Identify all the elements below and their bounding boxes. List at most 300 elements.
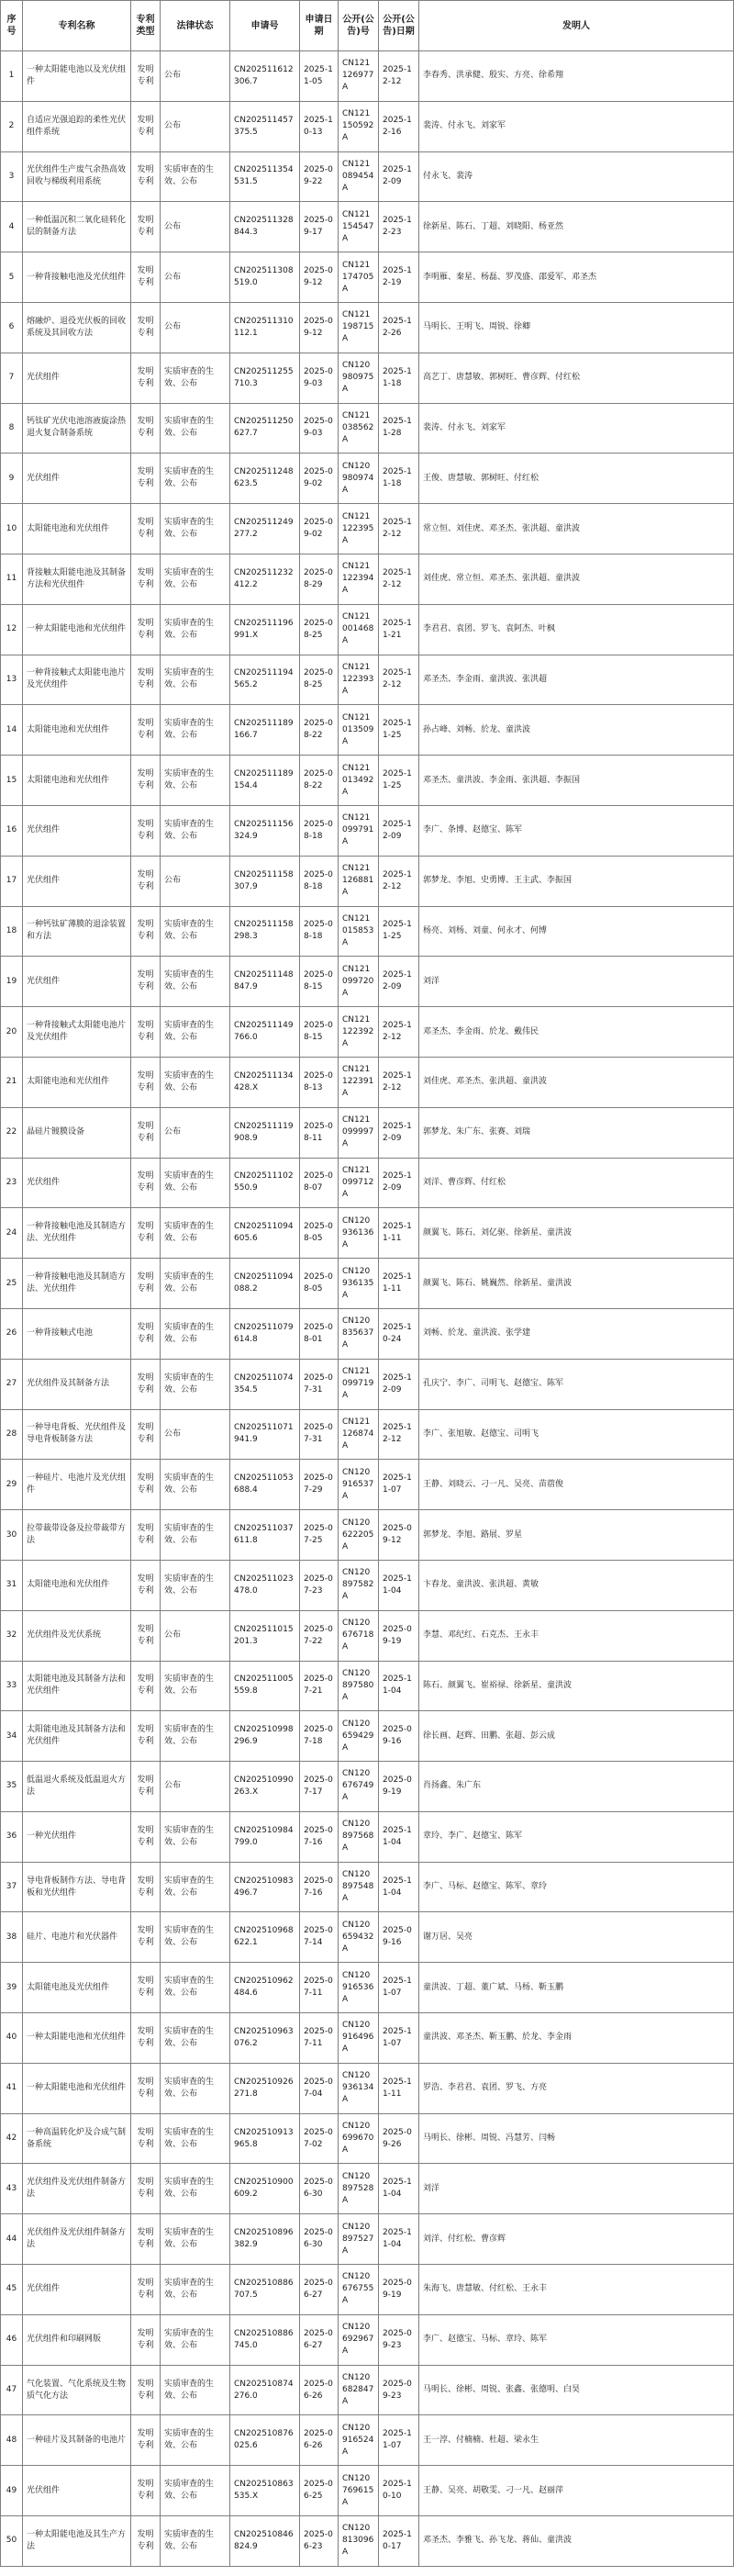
cell-publication-number: CN120936135A [339, 1259, 379, 1309]
cell-patent-type: 发明专利 [131, 906, 161, 957]
cell-legal-status: 实质审查的生效、公布 [161, 1359, 230, 1409]
cell-application-date: 2025-06-23 [300, 2516, 339, 2567]
cell-inventors: 李广、赵德宝、马标、章玲、陈军 [419, 2314, 734, 2365]
cell-publication-number: CN120980975A [339, 353, 379, 403]
cell-patent-type: 发明专利 [131, 353, 161, 403]
cell-application-number: CN202511457375.5 [230, 101, 300, 151]
cell-publication-number: CN121099997A [339, 1107, 379, 1158]
cell-inventors: 李广、马标、赵德宝、陈军、章玲 [419, 1862, 734, 1912]
cell-inventors: 付永飞、裴涛 [419, 151, 734, 202]
cell-legal-status: 实质审查的生效、公布 [161, 1661, 230, 1711]
cell-patent-type: 发明专利 [131, 2214, 161, 2265]
cell-seq: 38 [1, 1912, 23, 1963]
cell-legal-status: 实质审查的生效、公布 [161, 1560, 230, 1610]
cell-application-number: CN202511250627.7 [230, 403, 300, 454]
cell-legal-status: 实质审查的生效、公布 [161, 957, 230, 1007]
cell-application-number: CN202511194565.2 [230, 655, 300, 705]
cell-patent-type: 发明专利 [131, 2063, 161, 2113]
cell-application-date: 2025-07-21 [300, 1661, 339, 1711]
table-row [1, 2113, 734, 2164]
cell-application-number: CN202511255710.3 [230, 353, 300, 403]
cell-patent-type: 发明专利 [131, 1057, 161, 1107]
cell-legal-status: 公布 [161, 856, 230, 906]
table-row [1, 1560, 734, 1610]
cell-application-number: CN202511354531.5 [230, 151, 300, 202]
table-row [1, 856, 734, 906]
cell-inventors: 颜翼飞、陈石、姚巍然、徐新星、童洪波 [419, 1259, 734, 1309]
cell-inventors: 颜翼飞、陈石、刘亿驱、徐新星、童洪波 [419, 1208, 734, 1259]
cell-legal-status: 实质审查的生效、公布 [161, 805, 230, 856]
cell-seq: 43 [1, 2164, 23, 2214]
cell-publication-number: CN121198715A [339, 302, 379, 353]
cell-publication-date: 2025-11-07 [379, 2415, 419, 2466]
cell-patent-name: 一种背接触式太阳能电池片及光伏组件 [23, 1007, 131, 1058]
cell-legal-status: 公布 [161, 252, 230, 303]
cell-publication-date: 2025-11-25 [379, 705, 419, 756]
cell-application-number: CN202510896382.9 [230, 2214, 300, 2265]
cell-application-number: CN202510962484.6 [230, 1963, 300, 2013]
table-row [1, 805, 734, 856]
cell-patent-type: 发明专利 [131, 957, 161, 1007]
table-row [1, 1762, 734, 1812]
cell-application-date: 2025-08-18 [300, 906, 339, 957]
cell-inventors: 刘洋 [419, 957, 734, 1007]
cell-publication-date: 2025-09-19 [379, 1762, 419, 1812]
cell-seq: 14 [1, 705, 23, 756]
cell-seq: 46 [1, 2314, 23, 2365]
cell-legal-status: 实质审查的生效、公布 [161, 504, 230, 554]
cell-publication-number: CN121122394A [339, 554, 379, 604]
cell-application-number: CN202511079614.8 [230, 1308, 300, 1359]
cell-patent-type: 发明专利 [131, 805, 161, 856]
cell-patent-type: 发明专利 [131, 1912, 161, 1963]
cell-application-number: CN202511094605.6 [230, 1208, 300, 1259]
cell-application-date: 2025-07-31 [300, 1359, 339, 1409]
cell-seq: 37 [1, 1862, 23, 1912]
cell-inventors: 卞春龙、童洪波、张洪超、黄敏 [419, 1560, 734, 1610]
cell-patent-name: 光伏组件及光伏系统 [23, 1610, 131, 1661]
cell-inventors: 刘洋、曹彦辉、付红松 [419, 1158, 734, 1208]
cell-application-number: CN202511094088.2 [230, 1259, 300, 1309]
cell-application-date: 2025-08-29 [300, 554, 339, 604]
cell-patent-name: 光伏组件 [23, 454, 131, 504]
cell-patent-name: 一种太阳能电池以及光伏组件 [23, 51, 131, 102]
cell-patent-name: 太阳能电池及光伏组件 [23, 1963, 131, 2013]
cell-patent-name: 光伏组件 [23, 856, 131, 906]
cell-inventors: 孔庆宁、李广、司明飞、赵德宝、陈军 [419, 1359, 734, 1409]
cell-application-number: CN202511612306.7 [230, 51, 300, 102]
cell-seq: 24 [1, 1208, 23, 1259]
cell-publication-date: 2025-12-09 [379, 1107, 419, 1158]
cell-publication-date: 2025-11-25 [379, 756, 419, 806]
cell-patent-name: 一种太阳能电池和光伏组件 [23, 604, 131, 655]
cell-seq: 7 [1, 353, 23, 403]
cell-legal-status: 实质审查的生效、公布 [161, 2466, 230, 2516]
header-inventors: 发明人 [419, 1, 734, 51]
table-row [1, 1107, 734, 1158]
cell-publication-number: CN120897527A [339, 2214, 379, 2265]
table-row [1, 655, 734, 705]
cell-application-date: 2025-06-30 [300, 2164, 339, 2214]
cell-inventors: 王静、吴亮、胡敬雯、刁一凡、赵丽萍 [419, 2466, 734, 2516]
cell-publication-date: 2025-12-12 [379, 1057, 419, 1107]
cell-seq: 20 [1, 1007, 23, 1058]
cell-seq: 39 [1, 1963, 23, 2013]
cell-application-date: 2025-08-01 [300, 1308, 339, 1359]
cell-publication-number: CN120936136A [339, 1208, 379, 1259]
cell-patent-name: 气化装置、气化系统及生物质气化方法 [23, 2365, 131, 2415]
cell-legal-status: 实质审查的生效、公布 [161, 2314, 230, 2365]
cell-publication-date: 2025-12-12 [379, 856, 419, 906]
cell-seq: 49 [1, 2466, 23, 2516]
cell-publication-date: 2025-11-04 [379, 1862, 419, 1912]
cell-inventors: 高艺丁、唐慧敏、郭树旺、曹彦辉、付红松 [419, 353, 734, 403]
cell-patent-type: 发明专利 [131, 403, 161, 454]
header-pub-date: 公开(公告)日期 [379, 1, 419, 51]
cell-legal-status: 公布 [161, 51, 230, 102]
cell-seq: 2 [1, 101, 23, 151]
cell-application-date: 2025-07-11 [300, 1963, 339, 2013]
cell-patent-name: 一种高温转化炉及合成气制备系统 [23, 2113, 131, 2164]
table-row [1, 604, 734, 655]
cell-publication-number: CN120676749A [339, 1762, 379, 1812]
cell-publication-number: CN120659432A [339, 1912, 379, 1963]
cell-patent-name: 一种光伏组件 [23, 1811, 131, 1862]
cell-inventors: 马明长、徐彬、周锐、冯慧芳、闫畅 [419, 2113, 734, 2164]
table-row [1, 2013, 734, 2064]
table-row [1, 2265, 734, 2315]
cell-inventors: 刘洋、付红松、曹彦辉 [419, 2214, 734, 2265]
cell-publication-number: CN120916537A [339, 1460, 379, 1510]
cell-legal-status: 实质审查的生效、公布 [161, 1811, 230, 1862]
cell-legal-status: 公布 [161, 1409, 230, 1460]
cell-application-date: 2025-08-25 [300, 655, 339, 705]
cell-patent-name: 一种太阳能电池和光伏组件 [23, 2063, 131, 2113]
cell-inventors: 孙占峰、刘畅、於龙、童洪波 [419, 705, 734, 756]
cell-inventors: 郭梦龙、朱广东、张赛、刘瑞 [419, 1107, 734, 1158]
cell-application-date: 2025-09-17 [300, 202, 339, 252]
cell-publication-number: CN120835637A [339, 1308, 379, 1359]
cell-inventors: 肖扬鑫、朱广东 [419, 1762, 734, 1812]
cell-patent-name: 一种背接触电池及其制造方法、光伏组件 [23, 1259, 131, 1309]
cell-patent-type: 发明专利 [131, 1661, 161, 1711]
cell-seq: 19 [1, 957, 23, 1007]
cell-patent-name: 自适应光强追踪的柔性光伏组件系统 [23, 101, 131, 151]
cell-seq: 33 [1, 1661, 23, 1711]
cell-inventors: 童洪波、邓圣杰、靳玉鹏、於龙、李金雨 [419, 2013, 734, 2064]
cell-legal-status: 实质审查的生效、公布 [161, 2365, 230, 2415]
cell-seq: 21 [1, 1057, 23, 1107]
cell-patent-name: 一种背接触电池及光伏组件 [23, 252, 131, 303]
cell-publication-date: 2025-12-09 [379, 805, 419, 856]
cell-seq: 25 [1, 1259, 23, 1309]
cell-application-number: CN202511134428.X [230, 1057, 300, 1107]
cell-patent-name: 光伏组件及其制备方法 [23, 1359, 131, 1409]
header-name: 专利名称 [23, 1, 131, 51]
cell-publication-number: CN120916524A [339, 2415, 379, 2466]
table-row [1, 1308, 734, 1359]
cell-application-date: 2025-08-15 [300, 1007, 339, 1058]
cell-application-number: CN202511119908.9 [230, 1107, 300, 1158]
cell-legal-status: 实质审查的生效、公布 [161, 2265, 230, 2315]
table-row [1, 1510, 734, 1561]
cell-legal-status: 实质审查的生效、公布 [161, 2516, 230, 2567]
cell-publication-date: 2025-11-07 [379, 2013, 419, 2064]
table-row [1, 1811, 734, 1862]
cell-application-date: 2025-07-02 [300, 2113, 339, 2164]
cell-publication-number: CN121126977A [339, 51, 379, 102]
cell-inventors: 刘佳虎、邓圣杰、张洪超、童洪波 [419, 1057, 734, 1107]
cell-publication-number: CN120897548A [339, 1862, 379, 1912]
cell-application-date: 2025-07-16 [300, 1811, 339, 1862]
cell-application-date: 2025-11-05 [300, 51, 339, 102]
cell-publication-number: CN121150592A [339, 101, 379, 151]
cell-publication-date: 2025-11-04 [379, 2164, 419, 2214]
cell-publication-date: 2025-11-18 [379, 454, 419, 504]
cell-seq: 35 [1, 1762, 23, 1812]
header-row [1, 1, 734, 51]
cell-application-date: 2025-09-22 [300, 151, 339, 202]
cell-publication-date: 2025-11-11 [379, 2063, 419, 2113]
cell-publication-date: 2025-12-12 [379, 554, 419, 604]
cell-publication-number: CN120813096A [339, 2516, 379, 2567]
cell-application-date: 2025-07-23 [300, 1560, 339, 1610]
cell-patent-type: 发明专利 [131, 1711, 161, 1762]
cell-application-date: 2025-09-02 [300, 504, 339, 554]
table-row [1, 1862, 734, 1912]
cell-patent-type: 发明专利 [131, 1963, 161, 2013]
table-row [1, 1359, 734, 1409]
cell-legal-status: 实质审查的生效、公布 [161, 604, 230, 655]
cell-legal-status: 实质审查的生效、公布 [161, 1460, 230, 1510]
cell-publication-number: CN121154547A [339, 202, 379, 252]
cell-publication-date: 2025-10-24 [379, 1308, 419, 1359]
cell-publication-date: 2025-12-09 [379, 957, 419, 1007]
cell-inventors: 裴涛、付永飞、刘家军 [419, 403, 734, 454]
cell-legal-status: 实质审查的生效、公布 [161, 1259, 230, 1309]
cell-seq: 42 [1, 2113, 23, 2164]
header-status: 法律状态 [161, 1, 230, 51]
cell-application-date: 2025-09-02 [300, 454, 339, 504]
cell-legal-status: 实质审查的生效、公布 [161, 655, 230, 705]
cell-inventors: 王一淳、付楠楠、杜超、梁永生 [419, 2415, 734, 2466]
cell-patent-type: 发明专利 [131, 1158, 161, 1208]
cell-patent-type: 发明专利 [131, 2415, 161, 2466]
cell-publication-number: CN120682847A [339, 2365, 379, 2415]
cell-inventors: 常立恒、刘佳虎、邓圣杰、张洪超、童洪波 [419, 504, 734, 554]
table-row [1, 1409, 734, 1460]
cell-inventors: 马明长、王明飞、周锐、徐卿 [419, 302, 734, 353]
cell-publication-date: 2025-12-19 [379, 252, 419, 303]
cell-application-number: CN202511189166.7 [230, 705, 300, 756]
cell-inventors: 李广、条博、赵德宝、陈军 [419, 805, 734, 856]
cell-inventors: 陈石、颜翼飞、崔裕禄、徐新星、童洪波 [419, 1661, 734, 1711]
cell-patent-type: 发明专利 [131, 2365, 161, 2415]
cell-patent-type: 发明专利 [131, 454, 161, 504]
cell-patent-name: 光伏组件 [23, 805, 131, 856]
cell-seq: 31 [1, 1560, 23, 1610]
cell-application-date: 2025-09-12 [300, 302, 339, 353]
cell-publication-date: 2025-12-09 [379, 1158, 419, 1208]
cell-application-date: 2025-08-22 [300, 705, 339, 756]
cell-patent-name: 太阳能电池和光伏组件 [23, 705, 131, 756]
cell-inventors: 李慧、邓纪红、石克杰、王永丰 [419, 1610, 734, 1661]
cell-patent-type: 发明专利 [131, 2516, 161, 2567]
cell-patent-name: 一种背接触电池及其制造方法、光伏组件 [23, 1208, 131, 1259]
cell-patent-name: 一种导电背板、光伏组件及导电背板制备方法 [23, 1409, 131, 1460]
cell-inventors: 刘畅、於龙、童洪波、张学建 [419, 1308, 734, 1359]
cell-patent-name: 一种背接触式太阳能电池片及光伏组件 [23, 655, 131, 705]
cell-patent-type: 发明专利 [131, 856, 161, 906]
cell-patent-name: 一种背接触式电池 [23, 1308, 131, 1359]
cell-patent-name: 背接触太阳能电池及其制备方法和光伏组件 [23, 554, 131, 604]
table-row [1, 101, 734, 151]
cell-patent-type: 发明专利 [131, 1460, 161, 1510]
cell-application-date: 2025-08-25 [300, 604, 339, 655]
cell-patent-name: 太阳能电池及其制备方法和光伏组件 [23, 1661, 131, 1711]
table-row [1, 252, 734, 303]
cell-seq: 41 [1, 2063, 23, 2113]
cell-application-date: 2025-09-03 [300, 403, 339, 454]
cell-publication-number: CN120916536A [339, 1963, 379, 2013]
cell-application-number: CN202510863535.X [230, 2466, 300, 2516]
header-type: 专利类型 [131, 1, 161, 51]
cell-legal-status: 实质审查的生效、公布 [161, 2415, 230, 2466]
cell-patent-name: 光伏组件 [23, 1158, 131, 1208]
cell-application-date: 2025-06-26 [300, 2365, 339, 2415]
cell-patent-type: 发明专利 [131, 1510, 161, 1561]
cell-patent-name: 光伏组件和印刷网版 [23, 2314, 131, 2365]
cell-inventors: 李君君、袁团、罗飞、袁阿杰、叶枫 [419, 604, 734, 655]
table-row [1, 353, 734, 403]
cell-patent-name: 拉带裁带设备及拉带裁带方法 [23, 1510, 131, 1561]
cell-publication-number: CN121122395A [339, 504, 379, 554]
cell-seq: 12 [1, 604, 23, 655]
cell-patent-type: 发明专利 [131, 554, 161, 604]
header-app-no: 申请号 [230, 1, 300, 51]
cell-application-number: CN202510876025.6 [230, 2415, 300, 2466]
cell-patent-name: 一种太阳能电池及其生产方法 [23, 2516, 131, 2567]
table-row [1, 1007, 734, 1058]
cell-legal-status: 实质审查的生效、公布 [161, 1007, 230, 1058]
cell-application-number: CN202510983496.7 [230, 1862, 300, 1912]
cell-publication-date: 2025-09-12 [379, 1510, 419, 1561]
cell-publication-number: CN121001468A [339, 604, 379, 655]
cell-inventors: 裴涛、付永飞、刘家军 [419, 101, 734, 151]
cell-legal-status: 公布 [161, 202, 230, 252]
cell-seq: 27 [1, 1359, 23, 1409]
table-header [1, 1, 734, 51]
cell-application-date: 2025-08-18 [300, 856, 339, 906]
cell-seq: 47 [1, 2365, 23, 2415]
cell-publication-date: 2025-10-10 [379, 2466, 419, 2516]
cell-application-date: 2025-07-04 [300, 2063, 339, 2113]
table-row [1, 2365, 734, 2415]
cell-seq: 44 [1, 2214, 23, 2265]
cell-publication-number: CN120622205A [339, 1510, 379, 1561]
cell-application-date: 2025-07-18 [300, 1711, 339, 1762]
cell-legal-status: 实质审查的生效、公布 [161, 2013, 230, 2064]
cell-seq: 17 [1, 856, 23, 906]
cell-application-date: 2025-06-27 [300, 2265, 339, 2315]
cell-publication-date: 2025-09-19 [379, 2265, 419, 2315]
cell-inventors: 杨亮、刘杨、刘童、何永才、何博 [419, 906, 734, 957]
cell-patent-type: 发明专利 [131, 1862, 161, 1912]
cell-publication-number: CN121122392A [339, 1007, 379, 1058]
cell-publication-number: CN121174705A [339, 252, 379, 303]
table-row [1, 2164, 734, 2214]
cell-application-date: 2025-08-05 [300, 1259, 339, 1309]
cell-legal-status: 实质审查的生效、公布 [161, 554, 230, 604]
cell-inventors: 李春秀、洪承健、殷实、方亮、徐希翔 [419, 51, 734, 102]
table-row [1, 1963, 734, 2013]
cell-inventors: 郭梦龙、李旭、史勇博、王主武、李振国 [419, 856, 734, 906]
cell-publication-number: CN121126874A [339, 1409, 379, 1460]
cell-seq: 8 [1, 403, 23, 454]
cell-legal-status: 实质审查的生效、公布 [161, 1862, 230, 1912]
cell-publication-date: 2025-12-12 [379, 1409, 419, 1460]
cell-patent-type: 发明专利 [131, 655, 161, 705]
cell-application-date: 2025-08-15 [300, 957, 339, 1007]
cell-legal-status: 实质审查的生效、公布 [161, 1308, 230, 1359]
cell-legal-status: 实质审查的生效、公布 [161, 1711, 230, 1762]
cell-legal-status: 实质审查的生效、公布 [161, 353, 230, 403]
cell-seq: 18 [1, 906, 23, 957]
cell-publication-number: CN120897568A [339, 1811, 379, 1862]
cell-application-number: CN202511158298.3 [230, 906, 300, 957]
cell-patent-name: 一种低温沉积二氧化硅转化层的制备方法 [23, 202, 131, 252]
cell-patent-name: 太阳能电池和光伏组件 [23, 756, 131, 806]
cell-application-number: CN202510846824.9 [230, 2516, 300, 2567]
cell-application-number: CN202510900609.2 [230, 2164, 300, 2214]
table-row [1, 302, 734, 353]
cell-application-date: 2025-10-13 [300, 101, 339, 151]
cell-patent-type: 发明专利 [131, 1359, 161, 1409]
cell-application-number: CN202511189154.4 [230, 756, 300, 806]
table-row [1, 1711, 734, 1762]
cell-application-date: 2025-08-07 [300, 1158, 339, 1208]
cell-patent-name: 光伏组件 [23, 957, 131, 1007]
cell-application-date: 2025-06-30 [300, 2214, 339, 2265]
cell-patent-type: 发明专利 [131, 1610, 161, 1661]
cell-seq: 9 [1, 454, 23, 504]
cell-patent-name: 一种硅片、电池片及光伏组件 [23, 1460, 131, 1510]
cell-publication-number: CN121099720A [339, 957, 379, 1007]
cell-application-number: CN202510886707.5 [230, 2265, 300, 2315]
cell-application-number: CN202511053688.4 [230, 1460, 300, 1510]
cell-patent-type: 发明专利 [131, 2314, 161, 2365]
cell-publication-number: CN121099719A [339, 1359, 379, 1409]
cell-publication-number: CN121089454A [339, 151, 379, 202]
cell-inventors: 王静、刘晓云、刁一凡、吴亮、苗蓿俊 [419, 1460, 734, 1510]
cell-application-number: CN202511074354.5 [230, 1359, 300, 1409]
cell-patent-type: 发明专利 [131, 1208, 161, 1259]
cell-seq: 3 [1, 151, 23, 202]
cell-seq: 15 [1, 756, 23, 806]
cell-patent-type: 发明专利 [131, 252, 161, 303]
cell-patent-name: 光伏组件 [23, 2265, 131, 2315]
table-row [1, 1208, 734, 1259]
cell-inventors: 朱海飞、唐慧敏、付红松、王永丰 [419, 2265, 734, 2315]
table-row [1, 2214, 734, 2265]
table-row [1, 151, 734, 202]
cell-inventors: 邓圣杰、李金雨、童洪波、张洪超 [419, 655, 734, 705]
cell-publication-date: 2025-11-04 [379, 1661, 419, 1711]
table-row [1, 403, 734, 454]
table-row [1, 2466, 734, 2516]
cell-patent-name: 低温退火系统及低温退火方法 [23, 1762, 131, 1812]
cell-publication-date: 2025-12-12 [379, 655, 419, 705]
